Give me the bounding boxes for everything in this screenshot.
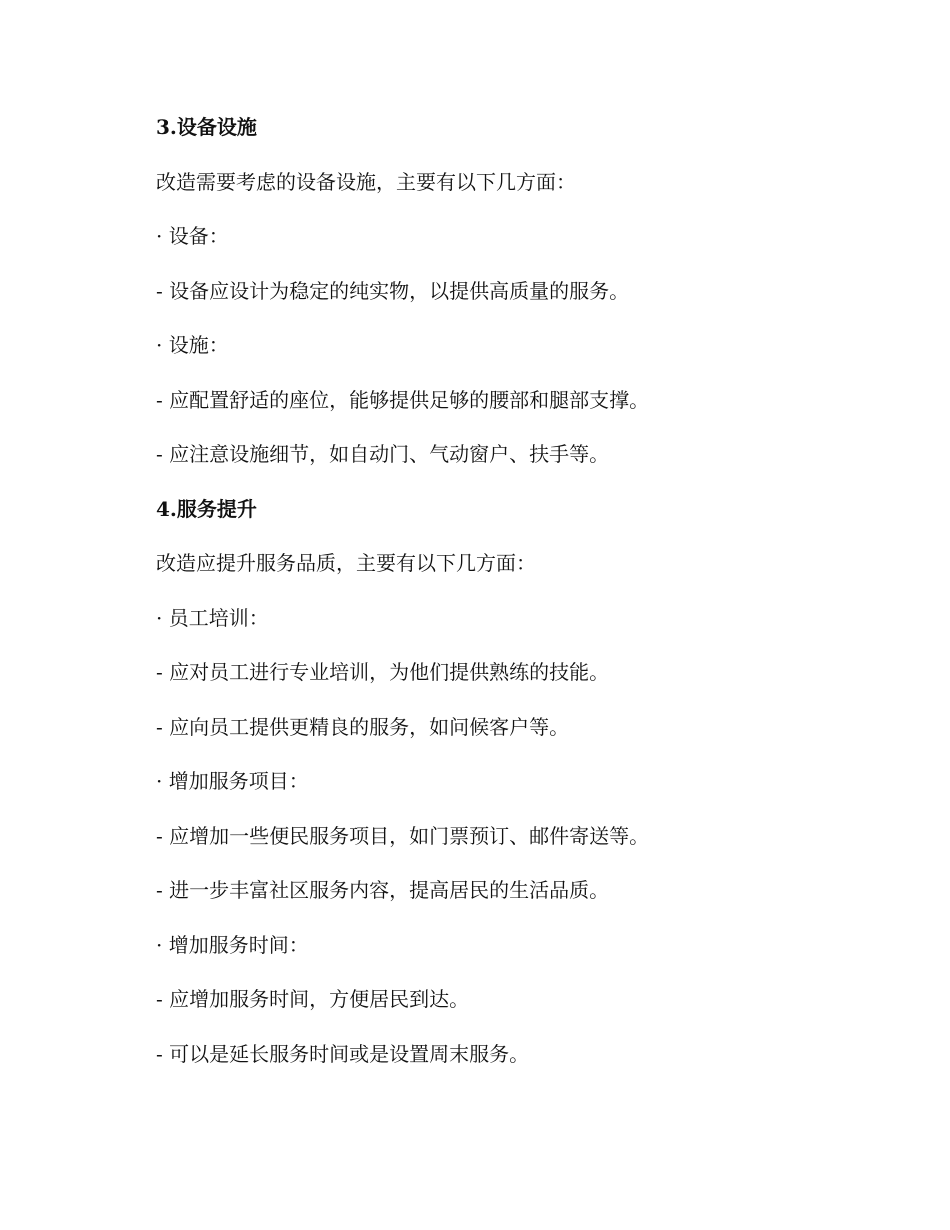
- dash-item: - 应对员工进行专业培训，为他们提供熟练的技能。: [156, 660, 610, 684]
- bullet-item: · 设备：: [156, 224, 229, 248]
- section-heading-equipment: 3.设备设施: [156, 115, 257, 139]
- paragraph-line: 改造需要考虑的设备设施，主要有以下几方面：: [156, 169, 576, 194]
- document-page: [156, 109, 876, 1090]
- dash-item: - 进一步丰富社区服务内容，提高居民的生活品质。: [156, 878, 610, 902]
- dash-item: - 可以是延长服务时间或是设置周末服务。: [156, 1041, 530, 1066]
- dash-item: - 应增加服务时间，方便居民到达。: [156, 987, 470, 1011]
- section-heading-service: 4.服务提升: [156, 496, 257, 521]
- bullet-item: · 设施：: [156, 333, 229, 357]
- dash-item: - 应向员工提供更精良的服务，如问候客户等。: [156, 714, 570, 739]
- dash-item: - 应增加一些便民服务项目，如门票预订、邮件寄送等。: [156, 823, 650, 848]
- bullet-item: · 增加服务项目：: [156, 769, 309, 793]
- dash-item: - 应配置舒适的座位，能够提供足够的腰部和腿部支撑。: [156, 387, 650, 412]
- bullet-item: · 员工培训：: [156, 605, 269, 630]
- paragraph-line: 改造应提升服务品质，主要有以下几方面：: [156, 551, 536, 575]
- dash-item: - 设备应设计为稳定的纯实物，以提供高质量的服务。: [156, 278, 630, 303]
- dash-item: - 应注意设施细节，如自动门、气动窗户、扶手等。: [156, 442, 610, 466]
- bullet-item: · 增加服务时间：: [156, 932, 309, 957]
